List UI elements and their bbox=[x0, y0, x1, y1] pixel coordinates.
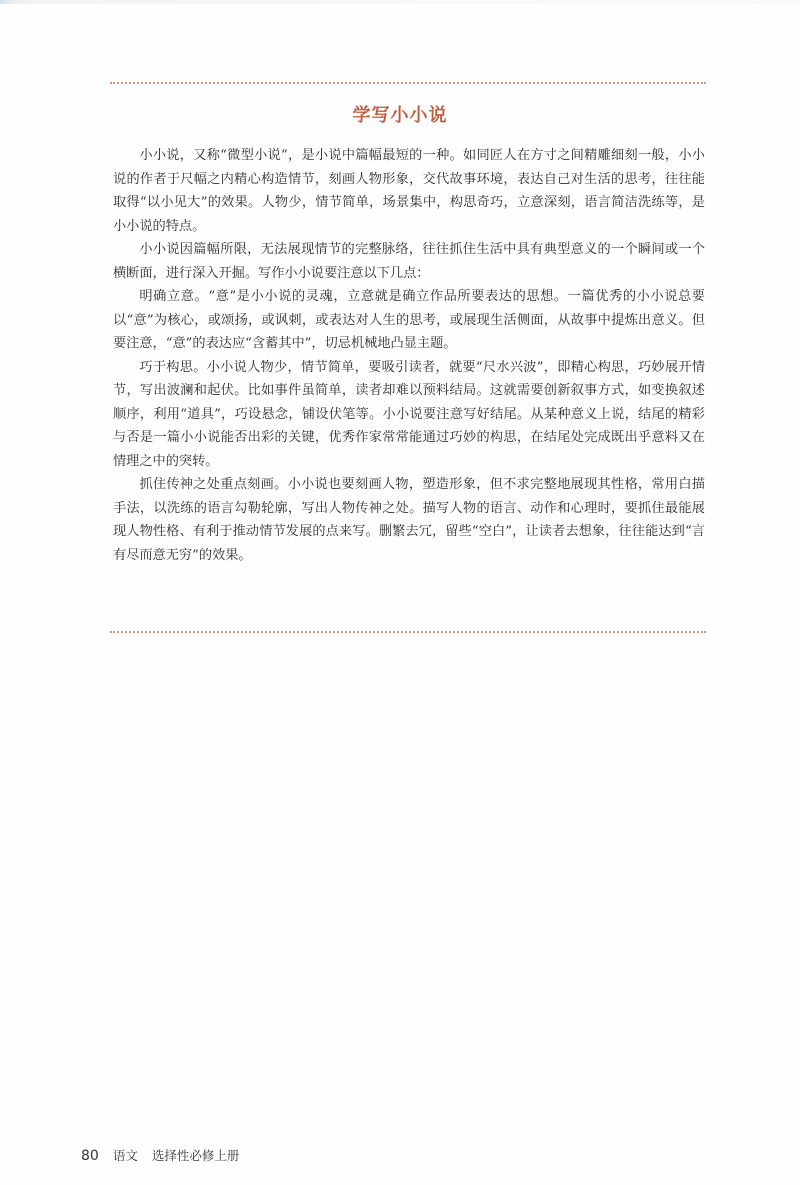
paragraph-intro: 小小说，又称“微型小说”，是小说中篇幅最短的一种。如同匠人在方寸之间精雕细刻一般，小小说的作者于尺幅之内精心构造情节，刻画人物形象，交代故事环境，表达自己对生活的思考，往往能取得“以小见大”的效果。人物少，情节简单，场景集中，构思奇巧，立意深刻，语言简洁洗练等，是小小说的特点。 bbox=[113, 148, 705, 234]
scan-edge bbox=[0, 0, 800, 4]
article-body bbox=[113, 144, 705, 567]
page-number: 80 bbox=[81, 1148, 99, 1164]
article-title: 学写小小说 bbox=[352, 105, 448, 126]
footer-subject: 语文 bbox=[112, 1148, 138, 1163]
paragraph-point-plot: 巧于构思。小小说人物少，情节简单，要吸引读者，就要“尺水兴波”，即精心构思，巧妙展开情节，写出波澜和起伏。比如事件虽简单，读者却难以预料结局。这就需要创新叙事方式，如变换叙述顺序，利用“道具”，巧设悬念，铺设伏笔等。小小说要注意写好结尾。从某种意义上说，结尾的精彩与否是一篇小小说能否出彩的关键，优秀作家常常能通过巧妙的构思，在结尾处完成既出乎意料又在情理之中的突转。 bbox=[113, 359, 705, 469]
bottom-dotted-divider bbox=[110, 631, 706, 633]
paragraph-point-character: 抓住传神之处重点刻画。小小说也要刻画人物，塑造形象，但不求完整地展现其性格，常用白描手法，以洗练的语言勾勒轮廓，写出人物传神之处。描写人物的语言、动作和心理时，要抓住最能展现人物性格、有利于推动情节发展的点来写。删繁去冗，留些“空白”，让读者去想象，往往能达到“言有尽而意无穷”的效果。 bbox=[113, 477, 705, 563]
footer-book-title: 选择性必修上册 bbox=[151, 1148, 240, 1163]
paragraph-point-theme: 明确立意。“意”是小小说的灵魂，立意就是确立作品所要表达的思想。一篇优秀的小小说总要以“意”为核心，或颂扬，或讽刺，或表达对人生的思考，或展现生活侧面，从故事中提炼出意义。但要注意，“意”的表达应“含蓄其中”，切忌机械地凸显主题。 bbox=[113, 289, 705, 351]
page-footer bbox=[81, 1146, 239, 1164]
paragraph-overview: 小小说因篇幅所限，无法展现情节的完整脉络，往往抓住生活中具有典型意义的一个瞬间或一个横断面，进行深入开掘。写作小小说要注意以下几点： bbox=[113, 242, 705, 281]
top-dotted-divider bbox=[110, 82, 706, 84]
